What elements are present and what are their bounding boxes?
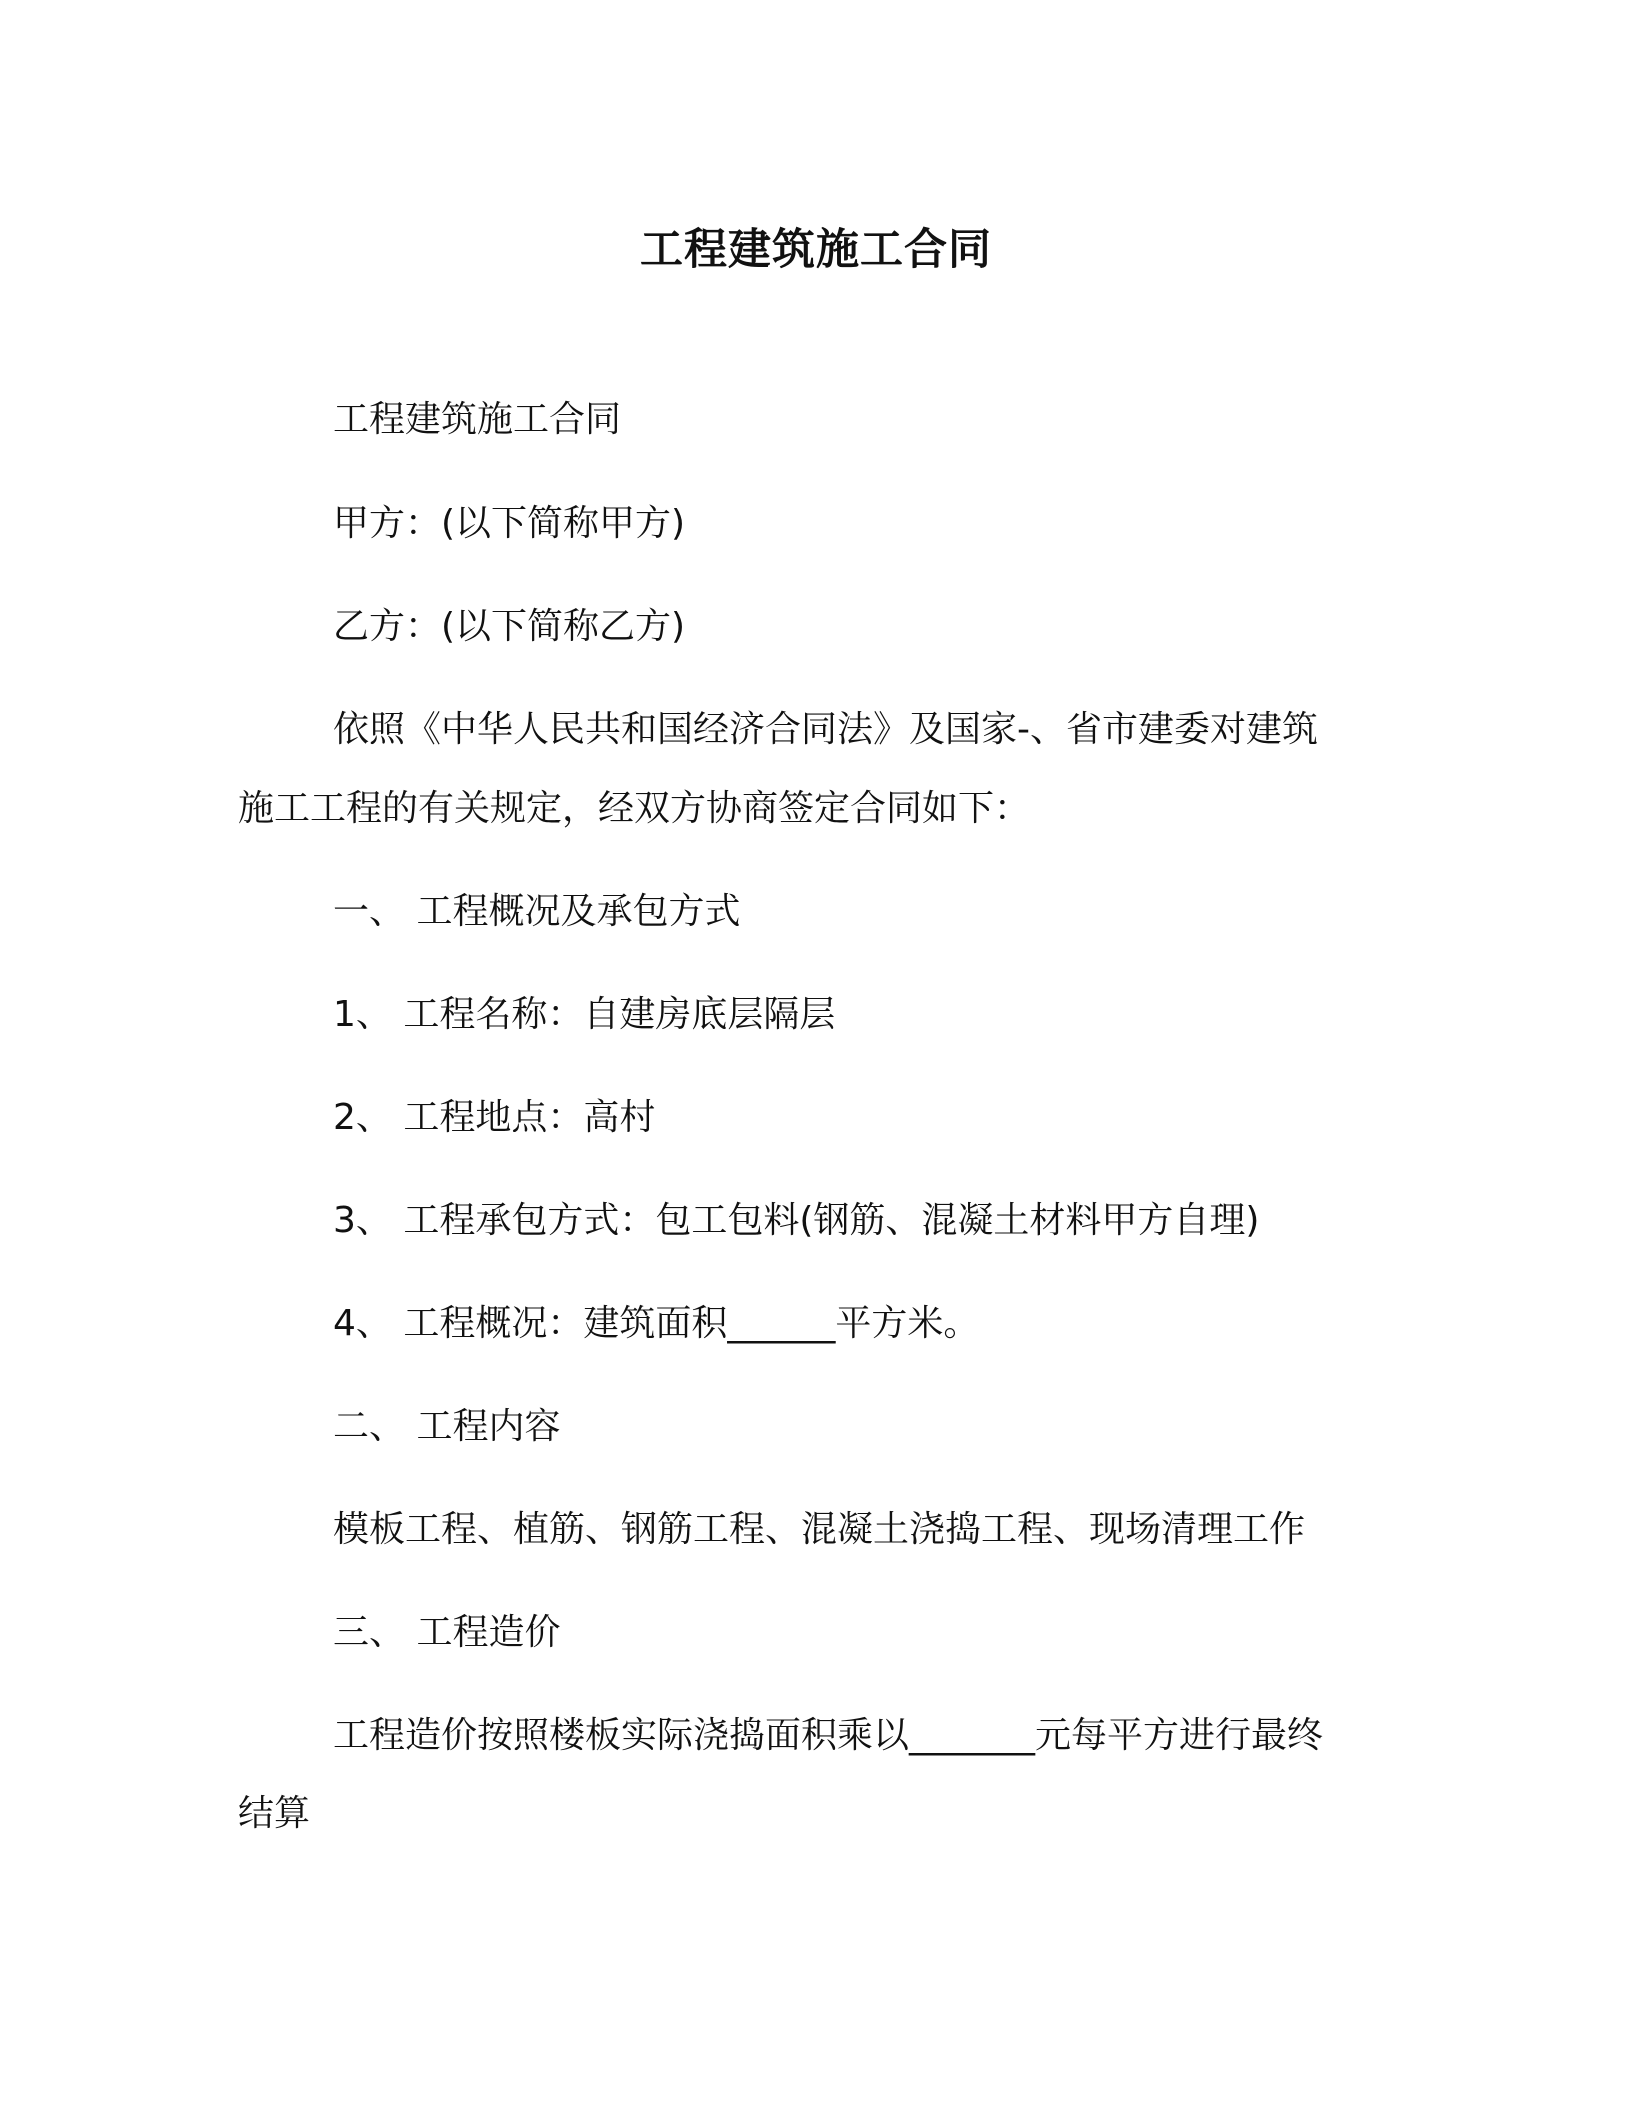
section-3-heading: 三、 工程造价 bbox=[333, 1612, 561, 1653]
section-1-item-4: 4、 工程概况：建筑面积______平方米。 bbox=[333, 1303, 980, 1344]
section-3-content-line-1: 工程造价按照楼板实际浇捣面积乘以_______元每平方进行最终 bbox=[333, 1715, 1324, 1756]
section-1-item-3: 3、 工程承包方式：包工包料(钢筋、混凝土材料甲方自理) bbox=[333, 1200, 1260, 1241]
preamble-line-1: 依照《中华人民共和国经济合同法》及国家-、省市建委对建筑 bbox=[333, 709, 1318, 750]
party-b-line: 乙方：(以下简称乙方) bbox=[333, 606, 686, 647]
section-1-item-2: 2、 工程地点：高村 bbox=[333, 1097, 656, 1138]
document-title: 工程建筑施工合同 bbox=[640, 225, 992, 275]
section-1-item-1: 1、 工程名称：自建房底层隔层 bbox=[333, 994, 836, 1035]
party-a-line: 甲方：(以下简称甲方) bbox=[333, 503, 686, 544]
subtitle-line: 工程建筑施工合同 bbox=[333, 399, 622, 440]
section-2-content: 模板工程、植筋、钢筋工程、混凝土浇捣工程、现场清理工作 bbox=[333, 1509, 1306, 1550]
section-1-heading: 一、 工程概况及承包方式 bbox=[333, 891, 741, 932]
section-2-heading: 二、 工程内容 bbox=[333, 1406, 561, 1447]
section-3-content-line-2: 结算 bbox=[238, 1793, 311, 1834]
preamble-line-2: 施工工程的有关规定，经双方协商签定合同如下： bbox=[238, 788, 1031, 829]
